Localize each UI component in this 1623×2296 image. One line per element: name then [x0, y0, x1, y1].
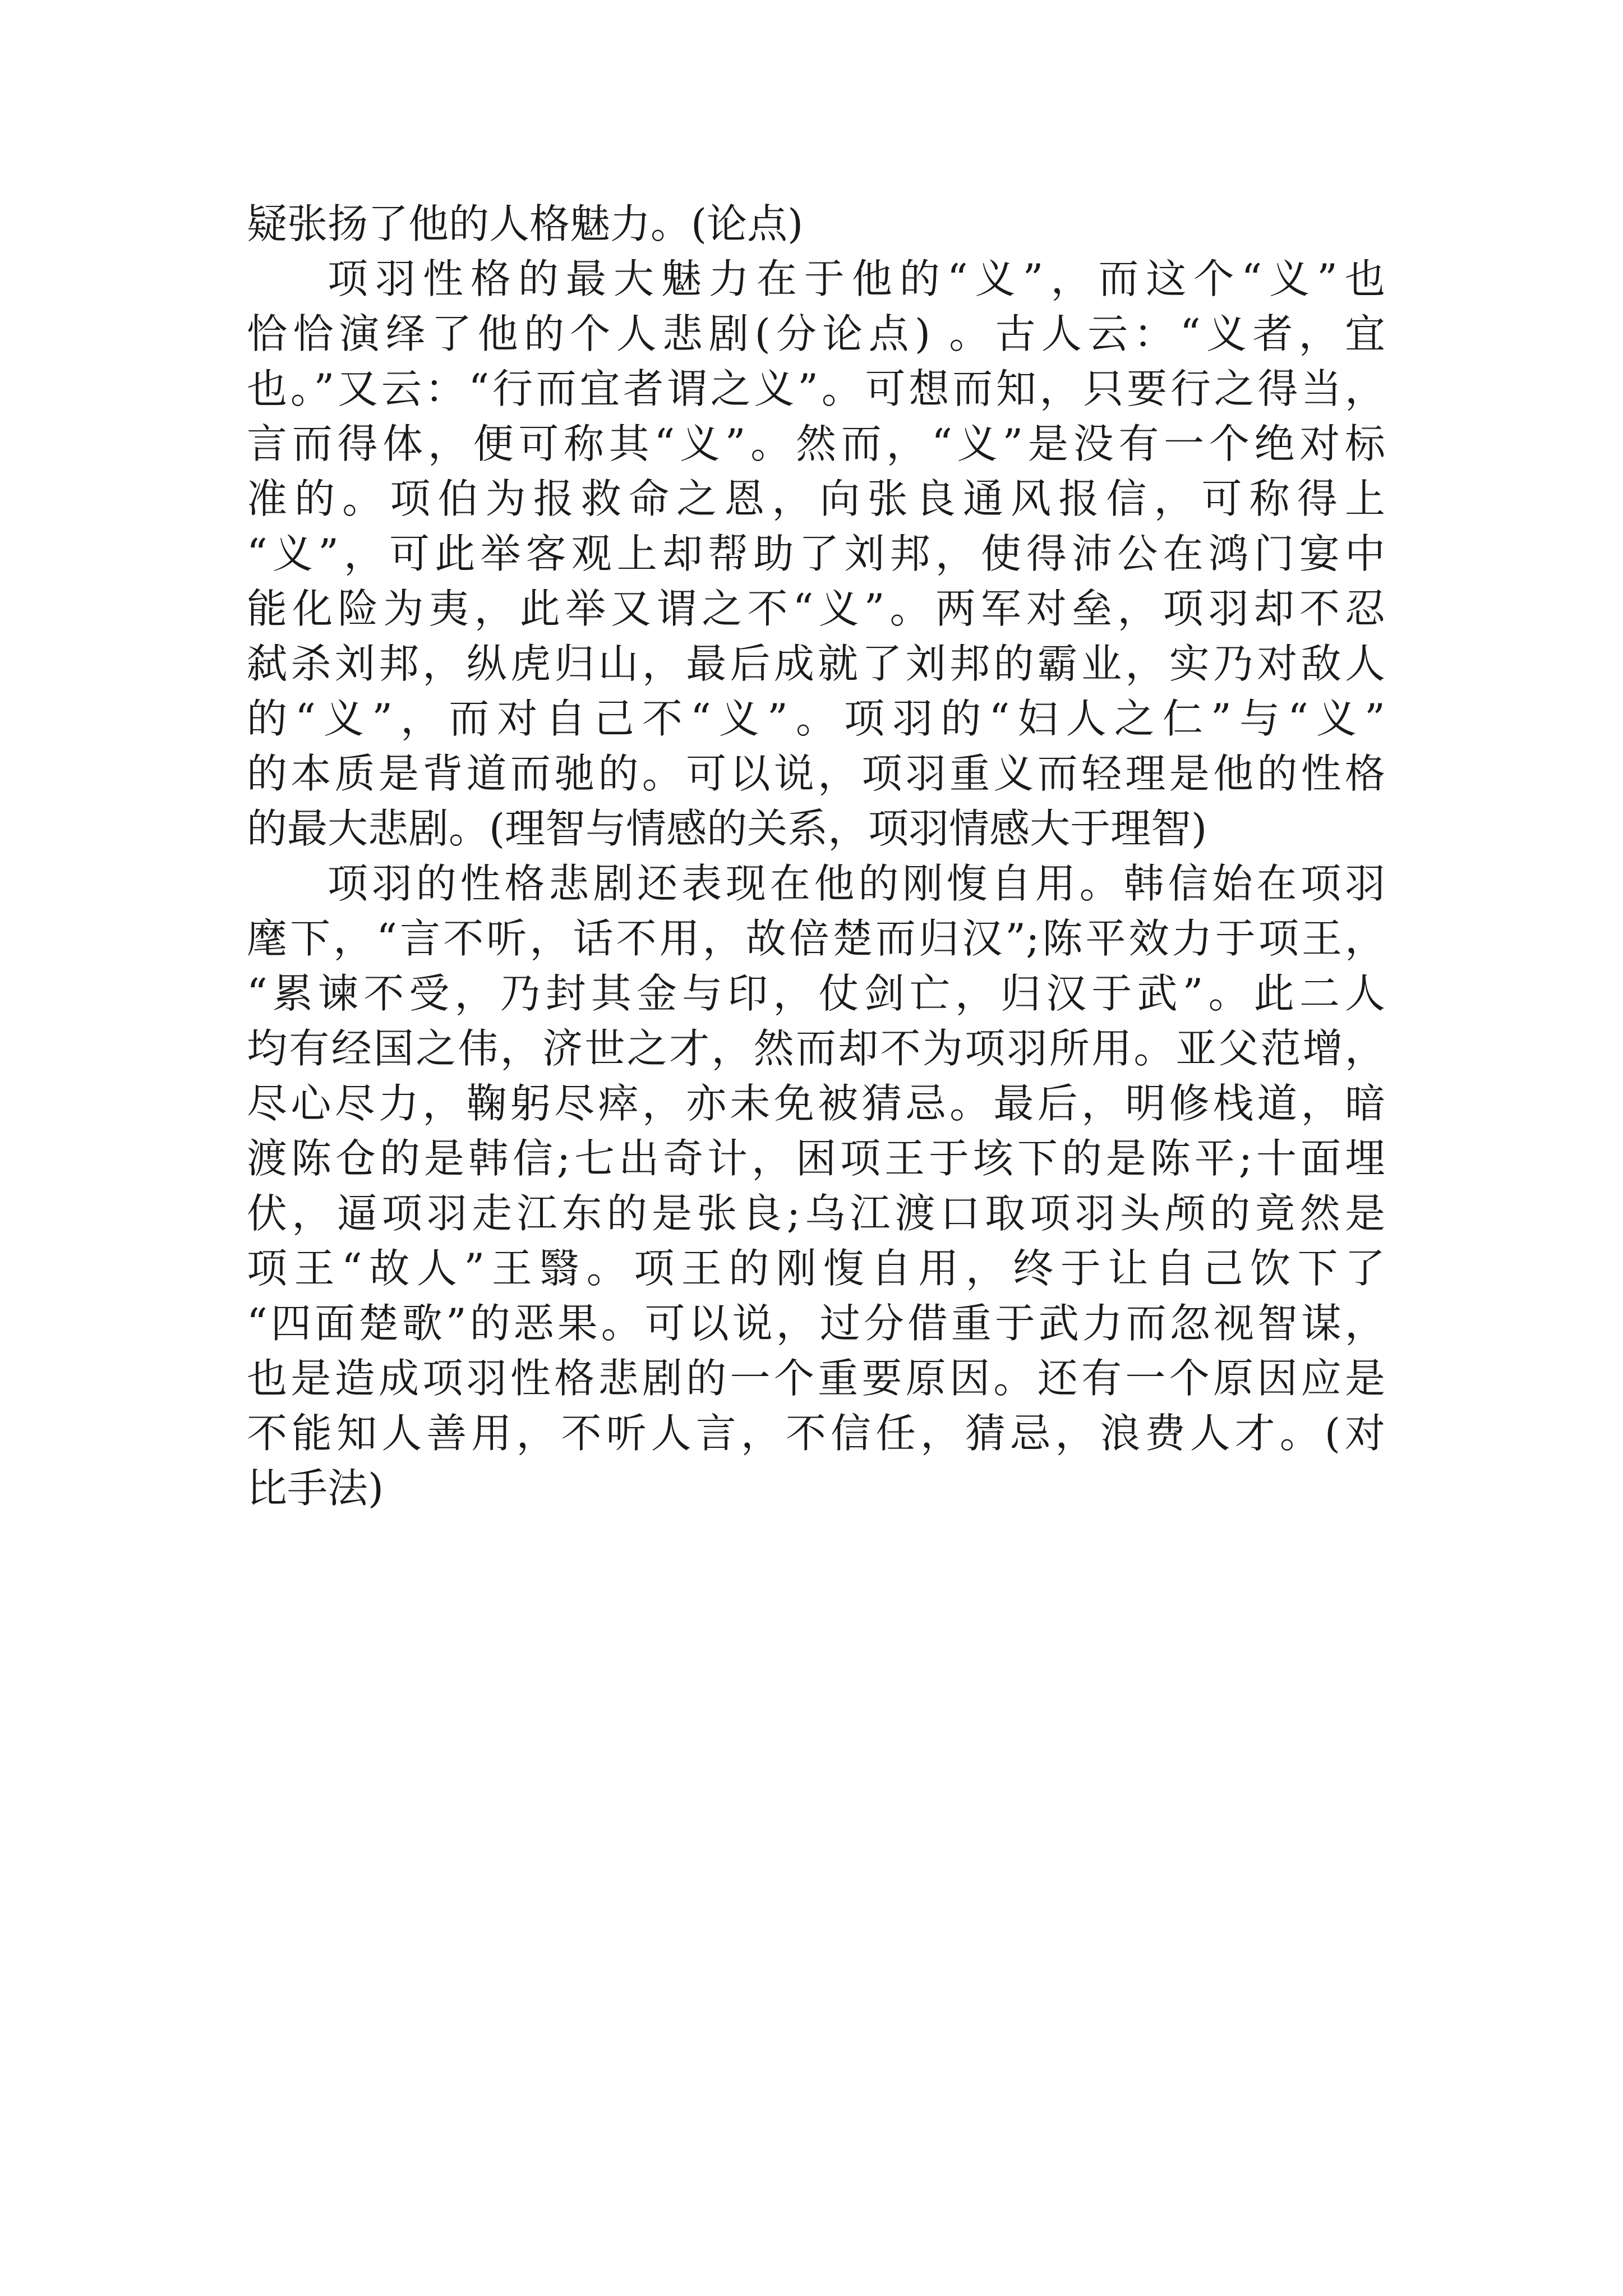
- text-line: “四面楚歌”的恶果。可以说，过分借重于武力而忽视智谋，: [247, 1300, 1385, 1347]
- text-line: 的本质是背道而驰的。可以说，项羽重义而轻理是他的性格: [247, 750, 1385, 797]
- paragraph-first-line: 项羽的性格悲剧还表现在他的刚愎自用。韩信始在项羽: [328, 860, 1385, 907]
- text-line: 能化险为夷，此举又谓之不“义”。两军对垒，项羽却不忍: [247, 585, 1385, 632]
- text-line: 也是造成项羽性格悲剧的一个重要原因。还有一个原因应是: [247, 1355, 1385, 1402]
- text-line: 言而得体，便可称其“义”。然而，“义”是没有一个绝对标: [247, 420, 1385, 467]
- body-text: [247, 196, 1385, 1516]
- text-line: 不能知人善用，不听人言，不信任，猜忌，浪费人才。(对: [247, 1410, 1385, 1457]
- text-line: 比手法): [247, 1465, 384, 1512]
- paragraph-first-line: 项羽性格的最大魅力在于他的“义”，而这个“义”也: [328, 255, 1385, 302]
- text-line: 均有经国之伟，济世之才，然而却不为项羽所用。亚父范增，: [247, 1025, 1385, 1072]
- text-line: 弑杀刘邦，纵虎归山，最后成就了刘邦的霸业，实乃对敌人: [247, 640, 1385, 687]
- text-line: “累谏不受，乃封其金与印，仗剑亡，归汉于武”。此二人: [247, 970, 1385, 1017]
- text-line: 的最大悲剧。(理智与情感的关系，项羽情感大于理智): [247, 805, 1207, 852]
- text-line: 疑张扬了他的人格魅力。(论点): [247, 200, 804, 247]
- text-line: 也。”又云：“行而宜者谓之义”。可想而知，只要行之得当，: [247, 365, 1385, 412]
- text-line: 准的。项伯为报救命之恩，向张良通风报信，可称得上: [247, 475, 1385, 522]
- text-line: 项王“故人”王翳。项王的刚愎自用，终于让自己饮下了: [247, 1245, 1385, 1292]
- text-line: 的“义”，而对自己不“义”。项羽的“妇人之仁”与“义”: [247, 695, 1385, 742]
- text-line: 尽心尽力，鞠躬尽瘁，亦未免被猜忌。最后，明修栈道，暗: [247, 1080, 1385, 1127]
- text-line: 麾下，“言不听，话不用，故倍楚而归汉”;陈平效力于项王，: [247, 915, 1385, 962]
- text-line: 恰恰演绎了他的个人悲剧(分论点) 。古人云：“义者，宜: [247, 310, 1385, 357]
- text-line: 伏，逼项羽走江东的是张良;乌江渡口取项羽头颅的竟然是: [247, 1190, 1385, 1237]
- text-line: 渡陈仓的是韩信;七出奇计，困项王于垓下的是陈平;十面埋: [247, 1135, 1385, 1182]
- text-line: “义”，可此举客观上却帮助了刘邦，使得沛公在鸿门宴中: [247, 530, 1385, 577]
